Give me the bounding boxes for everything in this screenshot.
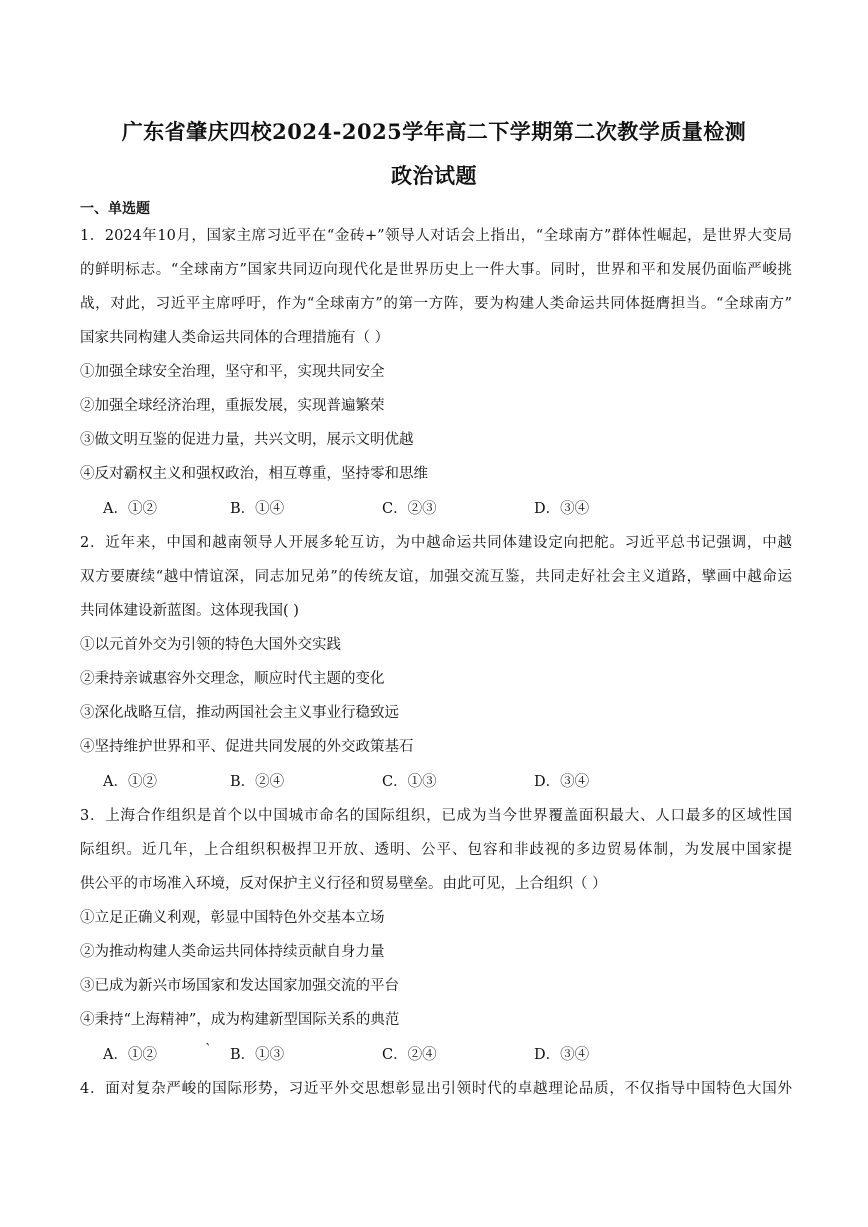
question-1-statement-2: ②加强全球经济治理，重振发展，实现普遍繁荣 [80,398,385,414]
question-2-line-3: 共同体建设新蓝图。这体现我国( ) [80,603,299,619]
question-2-choice-d[interactable]: D．③④ [534,774,590,790]
question-3-choice-d[interactable]: D．③④ [534,1047,590,1063]
question-1-statement-1: ①加强全球安全治理，坚守和平，实现共同安全 [80,364,385,380]
question-2-line-2: 双方要赓续“越中情谊深，同志加兄弟”的传统友谊，加强交流互鉴，共同走好社会主义道路，擘画中越命运 [80,569,792,585]
question-3-line-1: 3．上海合作组织是首个以中国城市命名的国际组织，已成为当今世界覆盖面积最大、人口最多的区域性国 [80,808,792,824]
section-heading: 一、单选题 [80,201,150,217]
question-1-line-3: 战，对此，习近平主席呼吁，作为“全球南方”的第一方阵，要为构建人类命运共同体挺膺担当。“全球南方” [80,296,792,312]
question-2-choice-b[interactable]: B．②④ [230,774,285,790]
question-1-choice-b[interactable]: B．①④ [230,501,285,517]
question-1-choice-d[interactable]: D．③④ [534,501,590,517]
question-2-choice-a[interactable]: A．①② [103,774,157,790]
question-3-statement-3: ③已成为新兴市场国家和发达国家加强交流的平台 [80,978,399,994]
question-1-choice-a[interactable]: A．①② [103,501,157,517]
question-3-choice-c[interactable]: C．②④ [382,1047,437,1063]
question-2-statement-1: ①以元首外交为引领的特色大国外交实践 [80,637,341,653]
question-1-line-2: 的鲜明标志。“全球南方”国家共同迈向现代化是世界历史上一件大事。同时，世界和平和发展仍面临严峻挑 [80,262,792,278]
question-4-line-1: 4．面对复杂严峻的国际形势，习近平外交思想彰显出引领时代的卓越理论品质，不仅指导中国特色大国外 [80,1081,792,1097]
question-2-statement-3: ③深化战略互信，推动两国社会主义事业行稳致远 [80,705,399,721]
question-1-choice-c[interactable]: C．②③ [382,501,437,517]
question-2-line-1: 2．近年来，中国和越南领导人开展多轮互访，为中越命运共同体建设定向把舵。习近平总书记强调，中越 [80,535,792,551]
question-2-choice-c[interactable]: C．①③ [382,774,437,790]
question-3-statement-1: ①立足正确义利观，彰显中国特色外交基本立场 [80,910,385,926]
question-2-statement-2: ②秉持亲诚惠容外交理念，顺应时代主题的变化 [80,671,385,687]
question-3-choice-b[interactable]: B．①③ [230,1047,285,1063]
question-3-choice-a[interactable]: A．①② [103,1047,157,1063]
question-3-line-3: 供公平的市场准入环境，反对保护主义行径和贸易壁垒。由此可见，上合组织（ ） [80,876,607,892]
question-2-statement-4: ④坚持维护世界和平、促进共同发展的外交政策基石 [80,739,414,755]
question-1-statement-3: ③做文明互鉴的促进力量，共兴文明，展示文明优越 [80,432,414,448]
question-1-line-4: 国家共同构建人类命运共同体的合理措施有（ ） [80,330,390,346]
question-3-statement-4: ④秉持“上海精神”，成为构建新型国际关系的典范 [80,1012,400,1028]
stray-mark: ` [205,1042,212,1058]
question-1-statement-4: ④反对霸权主义和强权政治，相互尊重，坚持零和思维 [80,466,428,482]
document-title: 广东省肇庆四校2024-2025学年高二下学期第二次教学质量检测 [121,119,747,144]
question-1-line-1: 1．2024年10月，国家主席习近平在“金砖+”领导人对话会上指出，“全球南方”群体性崛起，是世界大变局 [80,228,792,244]
question-3-line-2: 际组织。近几年，上合组织积极捍卫开放、透明、公平、包容和非歧视的多边贸易体制，为发展中国家提 [80,842,792,858]
document-subtitle: 政治试题 [391,163,477,188]
question-3-statement-2: ②为推动构建人类命运共同体持续贡献自身力量 [80,944,385,960]
